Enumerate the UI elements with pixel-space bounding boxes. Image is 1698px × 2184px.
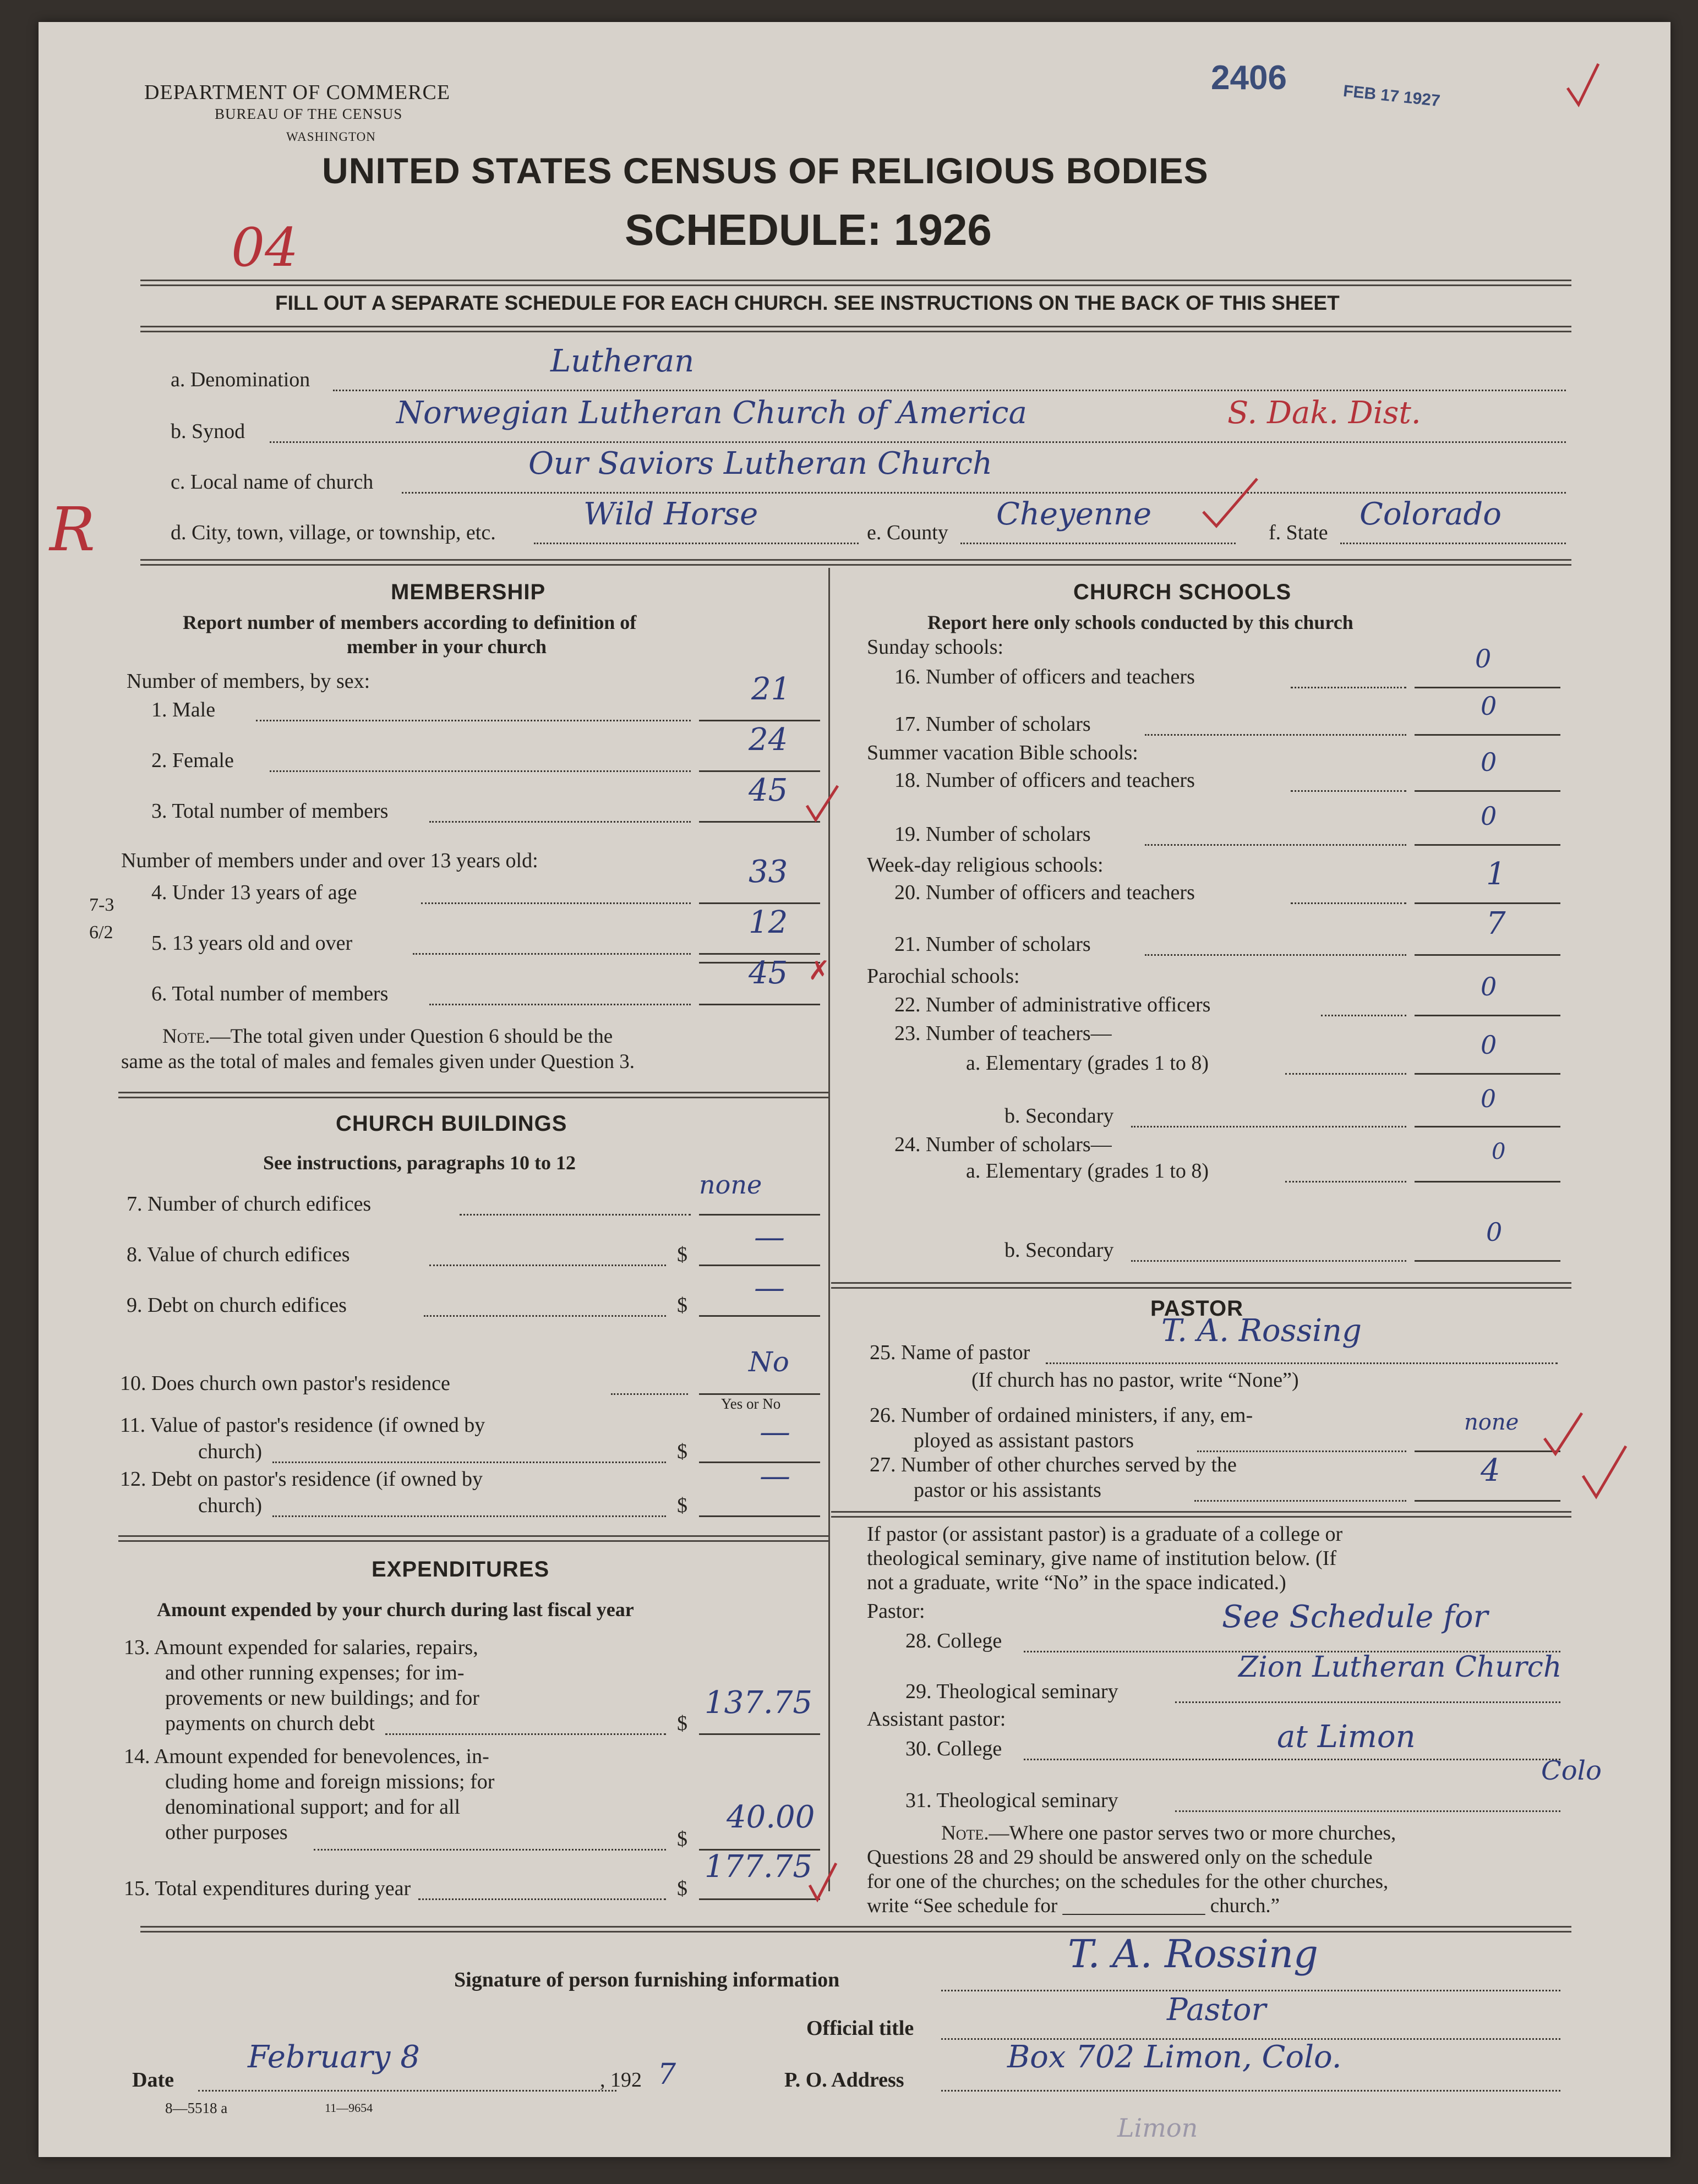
date-year-printed: , 192	[600, 2068, 642, 2092]
q26-label-2: ployed as assistant pastors	[914, 1429, 1134, 1452]
q20-field[interactable]: 1	[1486, 856, 1506, 892]
county-field[interactable]: Cheyenne	[996, 496, 1152, 532]
q24a-field[interactable]: 0	[1492, 1139, 1506, 1164]
signature-label: Signature of person furnishing information	[454, 1968, 840, 1991]
po-address-line	[941, 2090, 1560, 2092]
q8-dollar-sign: $	[677, 1243, 687, 1266]
pastor-note-line-1: Note.—Where one pastor serves two or more churches,	[941, 1822, 1396, 1844]
q21-answer-line	[1415, 954, 1560, 956]
q25-hint: (If church has no pastor, write “None”)	[971, 1369, 1299, 1392]
q25-label: 25. Name of pastor	[870, 1341, 1030, 1364]
red-x-mark: ✗	[808, 956, 831, 986]
q3-dots	[429, 821, 691, 823]
city-line	[534, 543, 859, 544]
weekday-schools-label: Week-day religious schools:	[867, 853, 1104, 877]
census-schedule-sheet	[39, 22, 1670, 2157]
q12-dots	[272, 1515, 666, 1517]
q24a-answer-line	[1415, 1181, 1560, 1183]
q29-seminary-field[interactable]: Zion Lutheran Church	[1238, 1651, 1562, 1684]
q24b-dots	[1131, 1260, 1406, 1262]
county-label: e. County	[867, 521, 948, 544]
q14-amount-field[interactable]: 40.00	[727, 1799, 815, 1835]
q2-answer-line	[699, 770, 820, 772]
q28-label: 28. College	[905, 1629, 1002, 1652]
q19-label: 19. Number of scholars	[894, 823, 1091, 846]
q9-label: 9. Debt on church edifices	[127, 1294, 347, 1317]
date-year-field[interactable]: 7	[658, 2058, 676, 2091]
q12-dollar-sign: $	[677, 1494, 687, 1517]
expenditures-heading: EXPENDITURES	[372, 1557, 550, 1581]
expenditures-subhead: Amount expended by your church during last fiscal year	[157, 1599, 634, 1621]
red-check-icon	[1541, 1409, 1585, 1458]
pencil-note: Limon	[1117, 2113, 1198, 2143]
pastor-rule	[831, 1511, 1571, 1518]
q20-dots	[1291, 902, 1406, 904]
q23b-answer-line	[1415, 1126, 1560, 1127]
q22-field[interactable]: 0	[1481, 972, 1497, 1001]
official-title-label: Official title	[806, 2017, 914, 2040]
q24a-dots	[1285, 1181, 1406, 1183]
county-line	[960, 543, 1236, 544]
graduate-instruction-3: not a graduate, write “No” in the space indicated.)	[867, 1571, 1286, 1594]
footer-rule	[140, 1926, 1571, 1933]
q26-label-1: 26. Number of ordained ministers, if any, em-	[870, 1404, 1253, 1427]
city-name: WASHINGTON	[286, 130, 376, 144]
q16-answer-line	[1415, 687, 1560, 688]
instruction-rule	[140, 326, 1571, 332]
q13-line-2: and other running expenses; for im-	[165, 1661, 465, 1684]
schools-subhead: Report here only schools conducted by this church	[927, 611, 1353, 633]
denomination-line	[333, 390, 1566, 391]
date-label: Date	[132, 2068, 174, 2092]
q6-dots	[429, 1004, 691, 1005]
graduate-instruction-1: If pastor (or assistant pastor) is a graduate of a college or	[867, 1523, 1343, 1546]
po-address-field[interactable]: Box 702 Limon, Colo.	[1007, 2039, 1342, 2075]
q27-answer-line	[1415, 1500, 1560, 1502]
q12-label-1: 12. Debt on pastor's residence (if owned by	[120, 1468, 483, 1491]
buildings-subhead: See instructions, paragraphs 10 to 12	[263, 1152, 576, 1174]
q9-dots	[424, 1315, 666, 1317]
department-name: DEPARTMENT OF COMMERCE	[144, 81, 451, 104]
q7-answer-line	[699, 1214, 820, 1216]
q9-debt-field[interactable]: —	[754, 1270, 785, 1306]
members-by-sex-label: Number of members, by sex:	[127, 670, 370, 693]
q13-dots	[385, 1733, 666, 1735]
q18-answer-line	[1415, 790, 1560, 792]
buildings-heading: CHURCH BUILDINGS	[336, 1112, 567, 1136]
q20-label: 20. Number of officers and teachers	[894, 881, 1195, 904]
membership-subhead-1: Report number of members according to definition of	[183, 611, 637, 633]
q13-dollar-sign: $	[677, 1712, 687, 1735]
church-name-field[interactable]: Our Saviors Lutheran Church	[528, 446, 993, 481]
bureau-name: BUREAU OF THE CENSUS	[215, 106, 403, 122]
q11-value-field[interactable]: —	[760, 1414, 790, 1450]
q17-field[interactable]: 0	[1481, 691, 1497, 721]
receipt-stamp-number: 2406	[1211, 59, 1287, 97]
q30-dots	[1024, 1759, 1560, 1760]
form-subtitle: SCHEDULE: 1926	[625, 205, 992, 254]
q22-dots	[1321, 1015, 1406, 1016]
q7-edifices-field[interactable]: none	[699, 1170, 762, 1200]
graduate-instruction-2: theological seminary, give name of institution below. (If	[867, 1547, 1337, 1570]
q21-field[interactable]: 7	[1486, 906, 1506, 942]
q19-answer-line	[1415, 844, 1560, 846]
red-check-icon	[806, 1860, 839, 1904]
q10-dots	[611, 1393, 688, 1395]
q1-male-field[interactable]: 21	[751, 671, 791, 707]
q19-dots	[1145, 844, 1406, 846]
q8-label: 8. Value of church edifices	[127, 1243, 350, 1266]
q1-label: 1. Male	[151, 698, 216, 721]
q10-hint: Yes or No	[721, 1395, 781, 1412]
q24a-label: a. Elementary (grades 1 to 8)	[966, 1159, 1209, 1183]
q26-dots	[1197, 1450, 1406, 1452]
q5-dots	[413, 953, 691, 955]
q23a-field[interactable]: 0	[1481, 1030, 1497, 1060]
header-rule	[140, 280, 1571, 286]
q27-field[interactable]: 4	[1481, 1453, 1500, 1488]
q16-field[interactable]: 0	[1475, 644, 1492, 674]
denomination-field[interactable]: Lutheran	[550, 343, 695, 379]
q15-total-field[interactable]: 177.75	[705, 1849, 812, 1885]
membership-subhead-2: member in your church	[347, 636, 547, 658]
red-code-mark: 04	[231, 217, 299, 278]
q18-dots	[1291, 790, 1406, 792]
q24b-field[interactable]: 0	[1486, 1217, 1503, 1247]
q20-answer-line	[1415, 902, 1560, 904]
church-name-line	[402, 492, 1566, 494]
membership-note-line-2: same as the total of males and females given under Question 3.	[121, 1050, 635, 1073]
q17-dots	[1145, 734, 1406, 736]
q14-dollar-sign: $	[677, 1827, 687, 1851]
q23a-label: a. Elementary (grades 1 to 8)	[966, 1052, 1209, 1075]
receipt-stamp-date: FEB 17 1927	[1342, 81, 1442, 111]
q10-answer-line	[699, 1393, 820, 1395]
q10-owns-residence-field[interactable]: No	[749, 1346, 789, 1378]
q23b-dots	[1131, 1126, 1406, 1127]
q1-dots	[256, 720, 691, 721]
identity-rule	[140, 559, 1571, 566]
q15-dollar-sign: $	[677, 1877, 687, 1900]
q2-label: 2. Female	[151, 749, 234, 772]
red-check-icon	[1563, 61, 1602, 110]
city-label: d. City, town, village, or township, etc.	[171, 521, 496, 544]
buildings-rule	[118, 1535, 828, 1542]
q31-seminary-field[interactable]: Colo	[1541, 1755, 1602, 1786]
q26-field[interactable]: none	[1464, 1410, 1519, 1435]
q12-label-2: church)	[198, 1494, 263, 1517]
q5-answer-line	[699, 953, 820, 955]
q5-over-13-field[interactable]: 12	[749, 905, 788, 940]
q6-label: 6. Total number of members	[151, 982, 389, 1005]
q15-label: 15. Total expenditures during year	[124, 1877, 411, 1900]
q21-label: 21. Number of scholars	[894, 933, 1091, 956]
date-field[interactable]: February 8	[248, 2039, 420, 2075]
state-field[interactable]: Colorado	[1360, 496, 1502, 532]
q23b-label: b. Secondary	[1004, 1104, 1114, 1127]
q6-total-field[interactable]: 45	[749, 955, 788, 991]
sunday-schools-label: Sunday schools:	[867, 636, 1004, 659]
q17-answer-line	[1415, 734, 1560, 736]
denomination-label: a. Denomination	[171, 368, 310, 391]
q14-line-3: denominational support; and for all	[165, 1796, 461, 1819]
q14-dots	[314, 1849, 666, 1851]
q30-college-field[interactable]: at Limon	[1277, 1719, 1416, 1755]
q23a-answer-line	[1415, 1073, 1560, 1075]
q13-line-1: 13. Amount expended for salaries, repairs,	[124, 1636, 478, 1659]
state-label: f. State	[1269, 521, 1328, 544]
q4-dots	[421, 902, 691, 904]
pastor-heading: PASTOR	[1150, 1296, 1243, 1321]
schools-rule	[831, 1282, 1571, 1289]
q22-label: 22. Number of administrative officers	[894, 993, 1211, 1016]
q27-label-1: 27. Number of other churches served by the	[870, 1453, 1237, 1476]
q9-dollar-sign: $	[677, 1294, 687, 1317]
q18-label: 18. Number of officers and teachers	[894, 769, 1195, 792]
synod-field[interactable]: Norwegian Lutheran Church of America	[396, 395, 1027, 431]
q7-dots	[460, 1214, 691, 1216]
q3-label: 3. Total number of members	[151, 800, 389, 823]
po-address-label: P. O. Address	[784, 2068, 904, 2092]
signature-line	[941, 1990, 1560, 1991]
pastor-note-line-4: write “See schedule for ______________ church.”	[867, 1895, 1280, 1917]
q9-answer-line	[699, 1315, 820, 1317]
q29-label: 29. Theological seminary	[905, 1680, 1118, 1703]
synod-district-note: S. Dak. Dist.	[1227, 395, 1421, 431]
membership-heading: MEMBERSHIP	[391, 580, 546, 604]
q5-label: 5. 13 years old and over	[151, 932, 353, 955]
q8-answer-line	[699, 1265, 820, 1266]
q13-answer-line	[699, 1733, 820, 1735]
q13-line-3: provements or new buildings; and for	[165, 1687, 479, 1710]
q27-dots	[1194, 1500, 1406, 1502]
q3-answer-line	[699, 821, 820, 823]
fill-out-instruction: FILL OUT A SEPARATE SCHEDULE FOR EACH CHURCH. SEE INSTRUCTIONS ON THE BACK OF THIS SHEET	[275, 292, 1340, 314]
margin-r-mark: R	[50, 494, 95, 565]
q11-label-1: 11. Value of pastor's residence (if owned by	[120, 1414, 485, 1437]
assistant-pastor-subhead: Assistant pastor:	[867, 1707, 1006, 1731]
q31-dots	[1175, 1810, 1560, 1812]
q1-answer-line	[699, 720, 820, 721]
margin-note-2: 6/2	[89, 922, 113, 943]
summer-schools-label: Summer vacation Bible schools:	[867, 741, 1138, 764]
members-by-age-label: Number of members under and over 13 years old:	[121, 849, 538, 872]
pastor-note-line-2: Questions 28 and 29 should be answered only on the schedule	[867, 1846, 1373, 1869]
form-number: 8—5518 a	[165, 2100, 228, 2116]
q24b-label: b. Secondary	[1004, 1239, 1114, 1262]
q14-line-1: 14. Amount expended for benevolences, in-	[124, 1745, 489, 1768]
synod-label: b. Synod	[171, 420, 245, 443]
q13-amount-field[interactable]: 137.75	[705, 1685, 812, 1721]
q4-under-13-field[interactable]: 33	[749, 854, 788, 890]
q23a-dots	[1285, 1073, 1406, 1075]
q31-label: 31. Theological seminary	[905, 1789, 1118, 1812]
q19-field[interactable]: 0	[1481, 801, 1497, 831]
q16-dots	[1291, 687, 1406, 688]
red-check-icon	[1200, 473, 1260, 534]
synod-line	[270, 441, 1566, 443]
margin-note-1: 7-3	[89, 895, 114, 915]
q15-dots	[418, 1898, 666, 1900]
q8-value-field[interactable]: —	[754, 1219, 785, 1255]
q27-label-2: pastor or his assistants	[914, 1479, 1101, 1502]
q23b-field[interactable]: 0	[1481, 1085, 1496, 1113]
membership-rule	[118, 1092, 828, 1098]
q12-answer-line	[699, 1515, 820, 1517]
church-name-label: c. Local name of church	[171, 470, 374, 494]
q6-answer-line	[699, 1004, 820, 1005]
q12-debt-field[interactable]: —	[760, 1458, 790, 1494]
q3-total-field[interactable]: 45	[749, 773, 788, 808]
q7-label: 7. Number of church edifices	[127, 1192, 372, 1216]
q8-dots	[429, 1265, 666, 1266]
q11-dollar-sign: $	[677, 1440, 687, 1463]
membership-note-line-1: Note.—The total given under Question 6 should be the	[162, 1025, 613, 1048]
q13-line-4: payments on church debt	[165, 1712, 375, 1735]
column-divider	[828, 568, 830, 1891]
q16-label: 16. Number of officers and teachers	[894, 665, 1195, 688]
red-check-icon	[804, 781, 842, 825]
q10-label: 10. Does church own pastor's residence	[120, 1372, 450, 1395]
date-line	[198, 2090, 616, 2092]
q17-label: 17. Number of scholars	[894, 713, 1091, 736]
q24-label: 24. Number of scholars—	[894, 1133, 1112, 1156]
q24b-answer-line	[1415, 1260, 1560, 1262]
q29-dots	[1175, 1701, 1560, 1703]
q4-label: 4. Under 13 years of age	[151, 881, 357, 904]
red-check-icon	[1580, 1442, 1629, 1502]
q25-dots	[1046, 1362, 1558, 1364]
official-title-field[interactable]: Pastor	[1167, 1992, 1266, 2028]
city-field[interactable]: Wild Horse	[583, 496, 758, 532]
state-line	[1340, 543, 1566, 544]
parochial-schools-label: Parochial schools:	[867, 965, 1020, 988]
signature-field[interactable]: T. A. Rossing	[1068, 1931, 1318, 1977]
q14-line-4: other purposes	[165, 1821, 288, 1844]
q26-answer-line	[1415, 1450, 1560, 1452]
form-title: UNITED STATES CENSUS OF RELIGIOUS BODIES	[322, 150, 1209, 191]
q11-dots	[272, 1462, 666, 1463]
schools-heading: CHURCH SCHOOLS	[1073, 580, 1292, 604]
q21-dots	[1145, 954, 1406, 956]
q22-answer-line	[1415, 1015, 1560, 1016]
q23-label: 23. Number of teachers—	[894, 1022, 1112, 1045]
form-code: 11—9654	[325, 2101, 373, 2115]
q28-college-field[interactable]: See Schedule for	[1222, 1599, 1488, 1635]
q2-female-field[interactable]: 24	[749, 722, 788, 758]
pastor-subhead: Pastor:	[867, 1600, 925, 1623]
q30-label: 30. College	[905, 1737, 1002, 1760]
q11-label-2: church)	[198, 1440, 263, 1463]
q4-answer-line	[699, 902, 820, 904]
pastor-name-field[interactable]: T. A. Rossing	[1161, 1313, 1362, 1349]
pastor-note-line-3: for one of the churches; on the schedules for the other churches,	[867, 1870, 1389, 1893]
q2-dots	[270, 770, 691, 772]
q18-field[interactable]: 0	[1481, 747, 1497, 777]
q14-line-2: cluding home and foreign missions; for	[165, 1770, 495, 1793]
q15-answer-line	[699, 1898, 820, 1900]
